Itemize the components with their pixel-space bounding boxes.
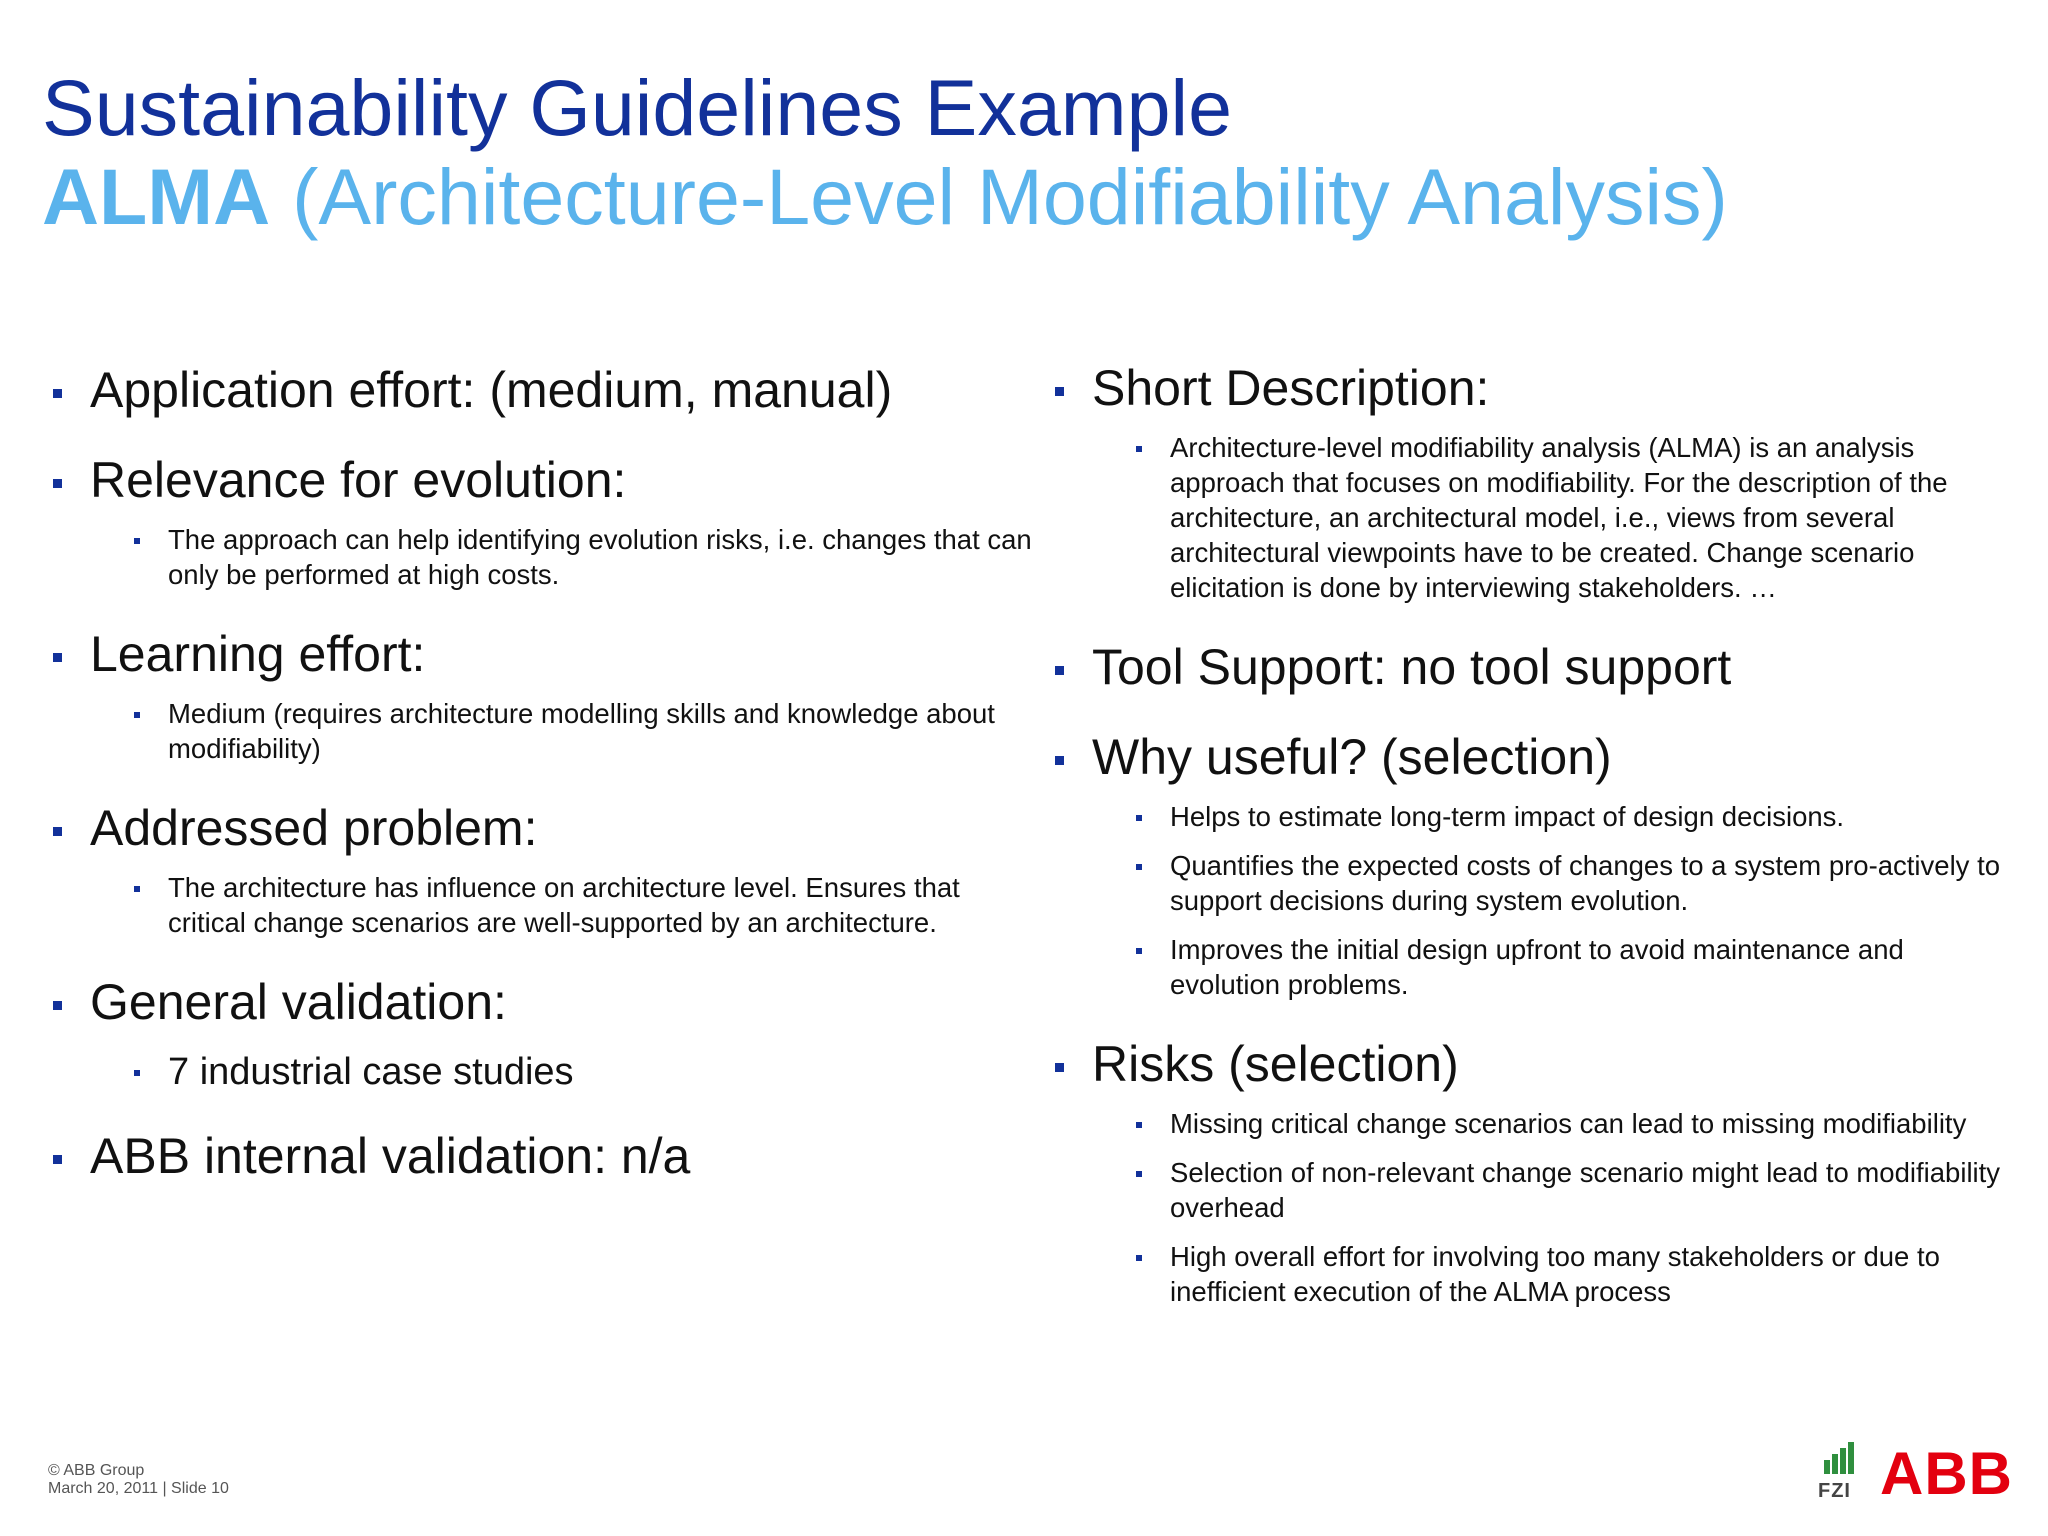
sub-bullet-useful-3: Improves the initial design upfront to avoid maintenance and evolution problems. bbox=[1050, 932, 2010, 1002]
title-line-1: Sustainability Guidelines Example bbox=[42, 63, 1233, 152]
sub-bullet-relevance: The approach can help identifying evolution risks, i.e. changes that can only be performed at high costs. bbox=[48, 522, 1033, 592]
logos bbox=[1818, 1438, 2018, 1507]
sub-bullet-learning: Medium (requires architecture modelling skills and knowledge about modifiability) bbox=[48, 696, 1033, 766]
sub-bullet-useful-2: Quantifies the expected costs of changes to a system pro-actively to support decisions during system evolution. bbox=[1050, 848, 2010, 918]
left-column bbox=[48, 362, 1033, 1184]
footer bbox=[48, 1462, 229, 1498]
title-line-2 bbox=[42, 152, 1728, 241]
bullet-learning-heading: Learning effort: bbox=[48, 626, 1033, 682]
bullet-risks-heading: Risks (selection) bbox=[1050, 1036, 2010, 1092]
abb-logo: ABB bbox=[1880, 1440, 2013, 1507]
title-expansion: (Architecture-Level Modifiability Analysis) bbox=[270, 152, 1728, 241]
bullet-description-heading: Short Description: bbox=[1050, 360, 2010, 416]
sub-bullet-validation: 7 industrial case studies bbox=[48, 1050, 1033, 1094]
sub-bullet-risk-2: Selection of non-relevant change scenario might lead to modifiability overhead bbox=[1050, 1155, 2010, 1225]
copyright-text: © ABB Group bbox=[48, 1462, 145, 1479]
bullet-abb-validation: ABB internal validation: n/a bbox=[48, 1128, 1033, 1184]
slide-title bbox=[42, 63, 1728, 241]
fzi-logo-text: FZI bbox=[1818, 1480, 1851, 1502]
date-slide-text: March 20, 2011 | Slide 10 bbox=[48, 1480, 229, 1497]
sub-bullet-risk-1: Missing critical change scenarios can lead to missing modifiability bbox=[1050, 1106, 2010, 1141]
right-column bbox=[1050, 360, 2010, 1309]
sub-bullet-problem: The architecture has influence on architecture level. Ensures that critical change scenarios are well-supported by an architecture. bbox=[48, 870, 1033, 940]
sub-bullet-risk-3: High overall effort for involving too many stakeholders or due to inefficient execution of the ALMA process bbox=[1050, 1239, 2010, 1309]
fzi-logo bbox=[1818, 1438, 1862, 1504]
fzi-logo-icon bbox=[1818, 1438, 1862, 1478]
bullet-useful-heading: Why useful? (selection) bbox=[1050, 729, 2010, 785]
bullet-tool-support: Tool Support: no tool support bbox=[1050, 639, 2010, 695]
bullet-relevance-heading: Relevance for evolution: bbox=[48, 452, 1033, 508]
sub-bullet-description: Architecture-level modifiability analysis (ALMA) is an analysis approach that focuses on modifiability. For the description of the architecture, an architectural model, i.e., views from several architectural viewpoints have to be created. Change scenario elicitation is done by interviewing stakeholders. … bbox=[1050, 430, 2010, 605]
bullet-problem-heading: Addressed problem: bbox=[48, 800, 1033, 856]
sub-bullet-useful-1: Helps to estimate long-term impact of design decisions. bbox=[1050, 799, 2010, 834]
bullet-validation-heading: General validation: bbox=[48, 974, 1033, 1030]
title-abbreviation: ALMA bbox=[42, 152, 271, 241]
bullet-application-effort: Application effort: (medium, manual) bbox=[48, 362, 1033, 418]
